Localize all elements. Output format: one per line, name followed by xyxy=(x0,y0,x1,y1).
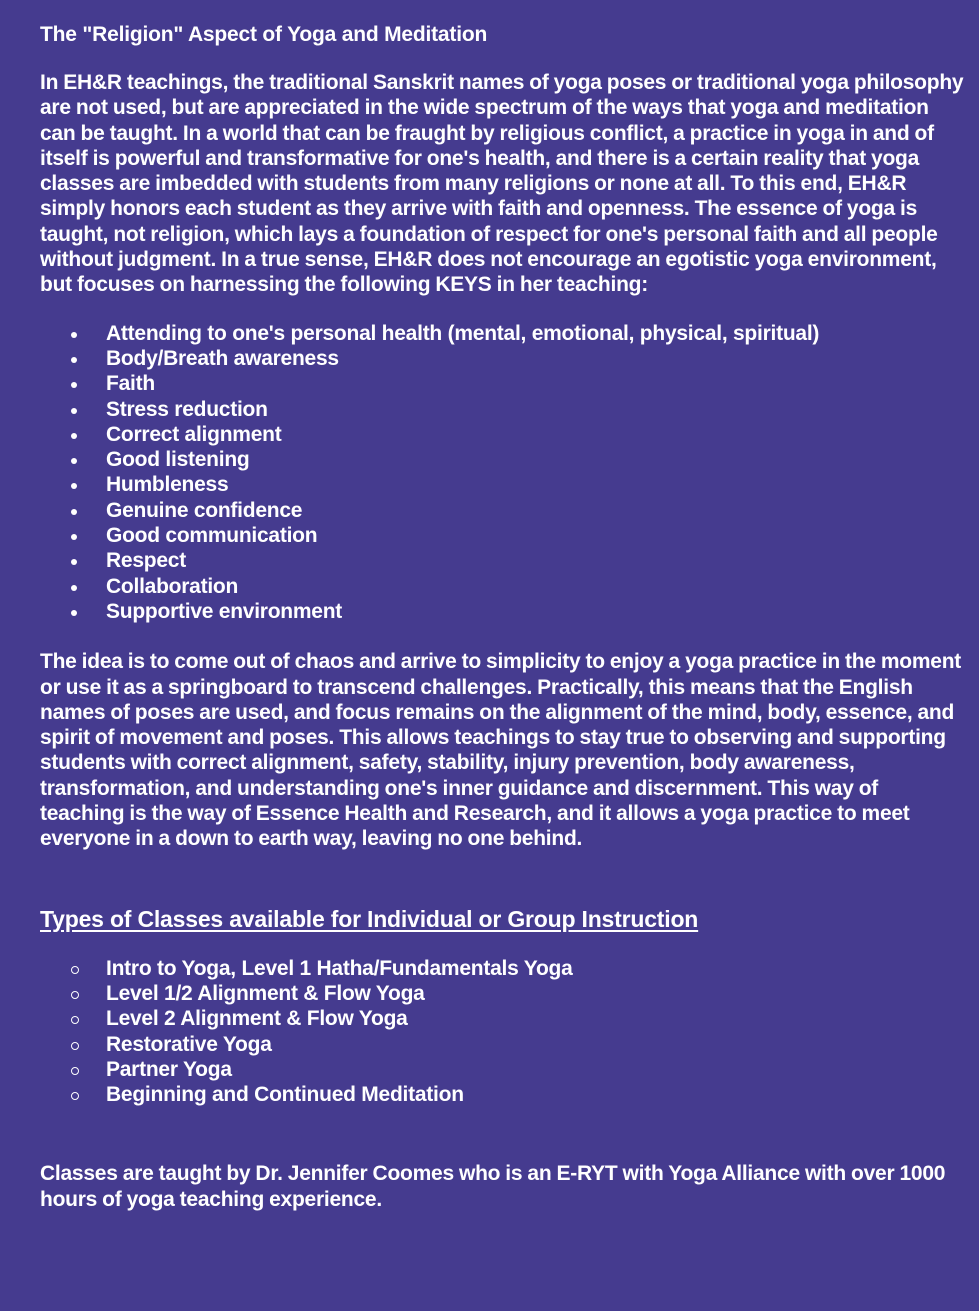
list-item xyxy=(40,599,967,624)
class-item-text: Partner Yoga xyxy=(106,1057,232,1081)
class-item-text: Intro to Yoga, Level 1 Hatha/Fundamentals Yoga xyxy=(106,956,573,980)
class-item-text: Restorative Yoga xyxy=(106,1032,272,1056)
idea-paragraph: The idea is to come out of chaos and arrive to simplicity to enjoy a yoga practice in the moment or use it as a springboard to transcend challenges. Practically, this means that the English names of poses are used, and focus remains on the alignment of the mind, body, essence, and spirit of movement and poses. This allows teachings to stay true to observing and supporting students with correct alignment, safety, stability, injury prevention, body awareness, transformation, and understanding one's inner guidance and discernment. This way of teaching is the way of Essence Health and Research, and it allows a yoga practice to meet everyone in a down to earth way, leaving no one behind. xyxy=(40,650,962,851)
list-item xyxy=(40,321,967,346)
bullet-icon xyxy=(71,509,77,515)
bullet-icon xyxy=(71,408,77,414)
circle-bullet-icon xyxy=(71,1067,79,1075)
bullet-icon xyxy=(71,357,77,363)
class-item xyxy=(40,1057,967,1082)
page-title: The "Religion" Aspect of Yoga and Meditation xyxy=(40,23,488,46)
class-item xyxy=(40,1082,967,1107)
classes-list xyxy=(40,956,967,1108)
list-item-text: Collaboration xyxy=(106,574,239,598)
circle-bullet-icon xyxy=(71,966,79,974)
keys-list xyxy=(40,321,967,625)
circle-bullet-icon xyxy=(71,1092,79,1100)
classes-heading: Types of Classes available for Individual or Group Instruction xyxy=(40,905,699,932)
class-item-text: Level 2 Alignment & Flow Yoga xyxy=(106,1007,408,1031)
list-item-text: Good communication xyxy=(106,524,318,548)
class-item xyxy=(40,981,967,1006)
list-item-text: Correct alignment xyxy=(106,422,282,446)
class-item-text: Level 1/2 Alignment & Flow Yoga xyxy=(106,981,425,1005)
bullet-icon xyxy=(71,332,77,338)
class-item xyxy=(40,1032,967,1057)
intro-paragraph: In EH&R teachings, the traditional Sanskrit names of yoga poses or traditional yoga philosophy are not used, but are appreciated in the wide spectrum of the ways that yoga and meditation can be taught. In a world that can be fraught by religious conflict, a practice in yoga in and of itself is powerful and transformative for one's health, and there is a certain reality that yoga classes are imbedded with students from many religions or none at all. To this end, EH&R simply honors each student as they arrive with faith and openness. The essence of yoga is taught, not religion, which lays a foundation of respect for one's personal faith and all people without judgment. In a true sense, EH&R does not encourage an egotistic yoga environment, but focuses on harnessing the following KEYS in her teaching: xyxy=(40,71,964,297)
closing-paragraph: Classes are taught by Dr. Jennifer Coomes who is an E-RYT with Yoga Alliance with over 1000 hours of yoga teaching experience. xyxy=(40,1162,946,1211)
bullet-icon xyxy=(71,534,77,540)
list-item xyxy=(40,548,967,573)
list-item-text: Supportive environment xyxy=(106,599,343,623)
bullet-icon xyxy=(71,610,77,616)
bullet-icon xyxy=(71,433,77,439)
circle-bullet-icon xyxy=(71,1016,79,1024)
list-item-text: Humbleness xyxy=(106,473,229,497)
list-item xyxy=(40,371,967,396)
bullet-icon xyxy=(71,559,77,565)
bullet-icon xyxy=(71,458,77,464)
list-item-text: Stress reduction xyxy=(106,397,268,421)
list-item xyxy=(40,498,967,523)
list-item-text: Attending to one's personal health (mental, emotional, physical, spiritual) xyxy=(106,321,820,345)
bullet-icon xyxy=(71,585,77,591)
list-item-text: Genuine confidence xyxy=(106,498,303,522)
list-item xyxy=(40,523,967,548)
class-item xyxy=(40,1006,967,1031)
list-item xyxy=(40,422,967,447)
list-item xyxy=(40,447,967,472)
list-item-text: Faith xyxy=(106,372,155,396)
list-item-text: Respect xyxy=(106,549,186,573)
class-item xyxy=(40,956,967,981)
list-item xyxy=(40,574,967,599)
list-item-text: Good listening xyxy=(106,448,250,472)
list-item-text: Body/Breath awareness xyxy=(106,346,339,370)
list-item xyxy=(40,397,967,422)
class-item-text: Beginning and Continued Meditation xyxy=(106,1083,464,1107)
list-item xyxy=(40,472,967,497)
circle-bullet-icon xyxy=(71,1042,79,1050)
circle-bullet-icon xyxy=(71,991,79,999)
bullet-icon xyxy=(71,483,77,489)
list-item xyxy=(40,346,967,371)
bullet-icon xyxy=(71,382,77,388)
